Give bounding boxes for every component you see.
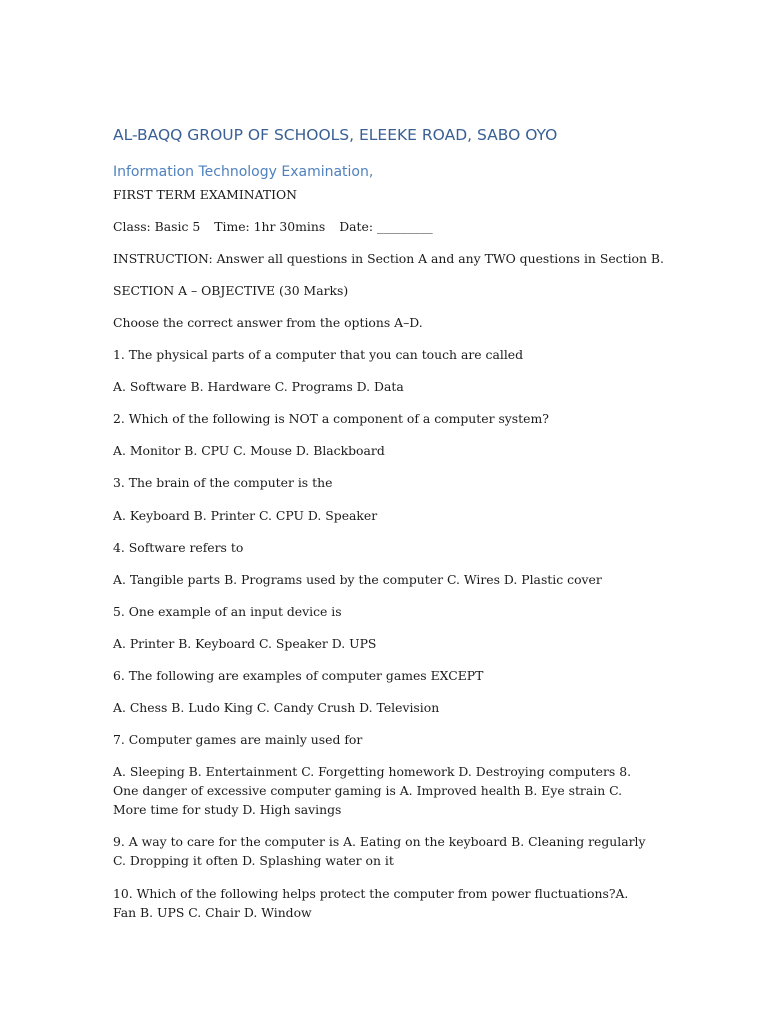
- exam-info-line: [113, 217, 653, 236]
- question-1-options: A. Software B. Hardware C. Programs D. Data: [113, 379, 404, 394]
- question-7: 7. Computer games are mainly used for: [113, 732, 363, 747]
- question-2-options: A. Monitor B. CPU C. Mouse D. Blackboard: [113, 443, 385, 458]
- question-5: 5. One example of an input device is: [113, 604, 342, 619]
- question-1: 1. The physical parts of a computer that you can touch are called: [113, 347, 524, 362]
- question-6-options: A. Chess B. Ludo King C. Candy Crush D. Television: [113, 700, 440, 715]
- subject-title: Information Technology Examination,: [113, 164, 374, 180]
- question-4: 4. Software refers to: [113, 540, 244, 555]
- question-7-options-and-question-8: A. Sleeping B. Entertainment C. Forgetting homework D. Destroying computers 8. One danger of excessive computer gaming is A. Improved health B. Eye strain C. More time for study D. High savings: [113, 764, 632, 817]
- class-label: Class: Basic 5: [113, 219, 201, 234]
- term-title: FIRST TERM EXAMINATION: [113, 187, 298, 202]
- section-a-direction: Choose the correct answer from the options A–D.: [113, 315, 423, 330]
- question-3-options: A. Keyboard B. Printer C. CPU D. Speaker: [113, 508, 378, 523]
- section-a-title: SECTION A – OBJECTIVE (30 Marks): [113, 283, 349, 298]
- question-2: 2. Which of the following is NOT a component of a computer system?: [113, 411, 549, 426]
- question-5-options: A. Printer B. Keyboard C. Speaker D. UPS: [113, 636, 377, 651]
- question-9: 9. A way to care for the computer is A. Eating on the keyboard B. Cleaning regularly C. Dropping it often D. Splashing water on it: [113, 834, 646, 868]
- date-label: Date: _________: [339, 219, 433, 234]
- school-name: AL-BAQQ GROUP OF SCHOOLS, ELEEKE ROAD, SABO OYO: [113, 126, 558, 144]
- question-3: 3. The brain of the computer is the: [113, 475, 333, 490]
- time-label: Time: 1hr 30mins: [214, 219, 326, 234]
- question-6: 6. The following are examples of computer games EXCEPT: [113, 668, 484, 683]
- question-4-options: A. Tangible parts B. Programs used by the computer C. Wires D. Plastic cover: [113, 572, 602, 587]
- instruction: INSTRUCTION: Answer all questions in Section A and any TWO questions in Section B.: [113, 251, 664, 266]
- question-10: 10. Which of the following helps protect the computer from power fluctuations?A. Fan B. UPS C. Chair D. Window: [113, 886, 629, 920]
